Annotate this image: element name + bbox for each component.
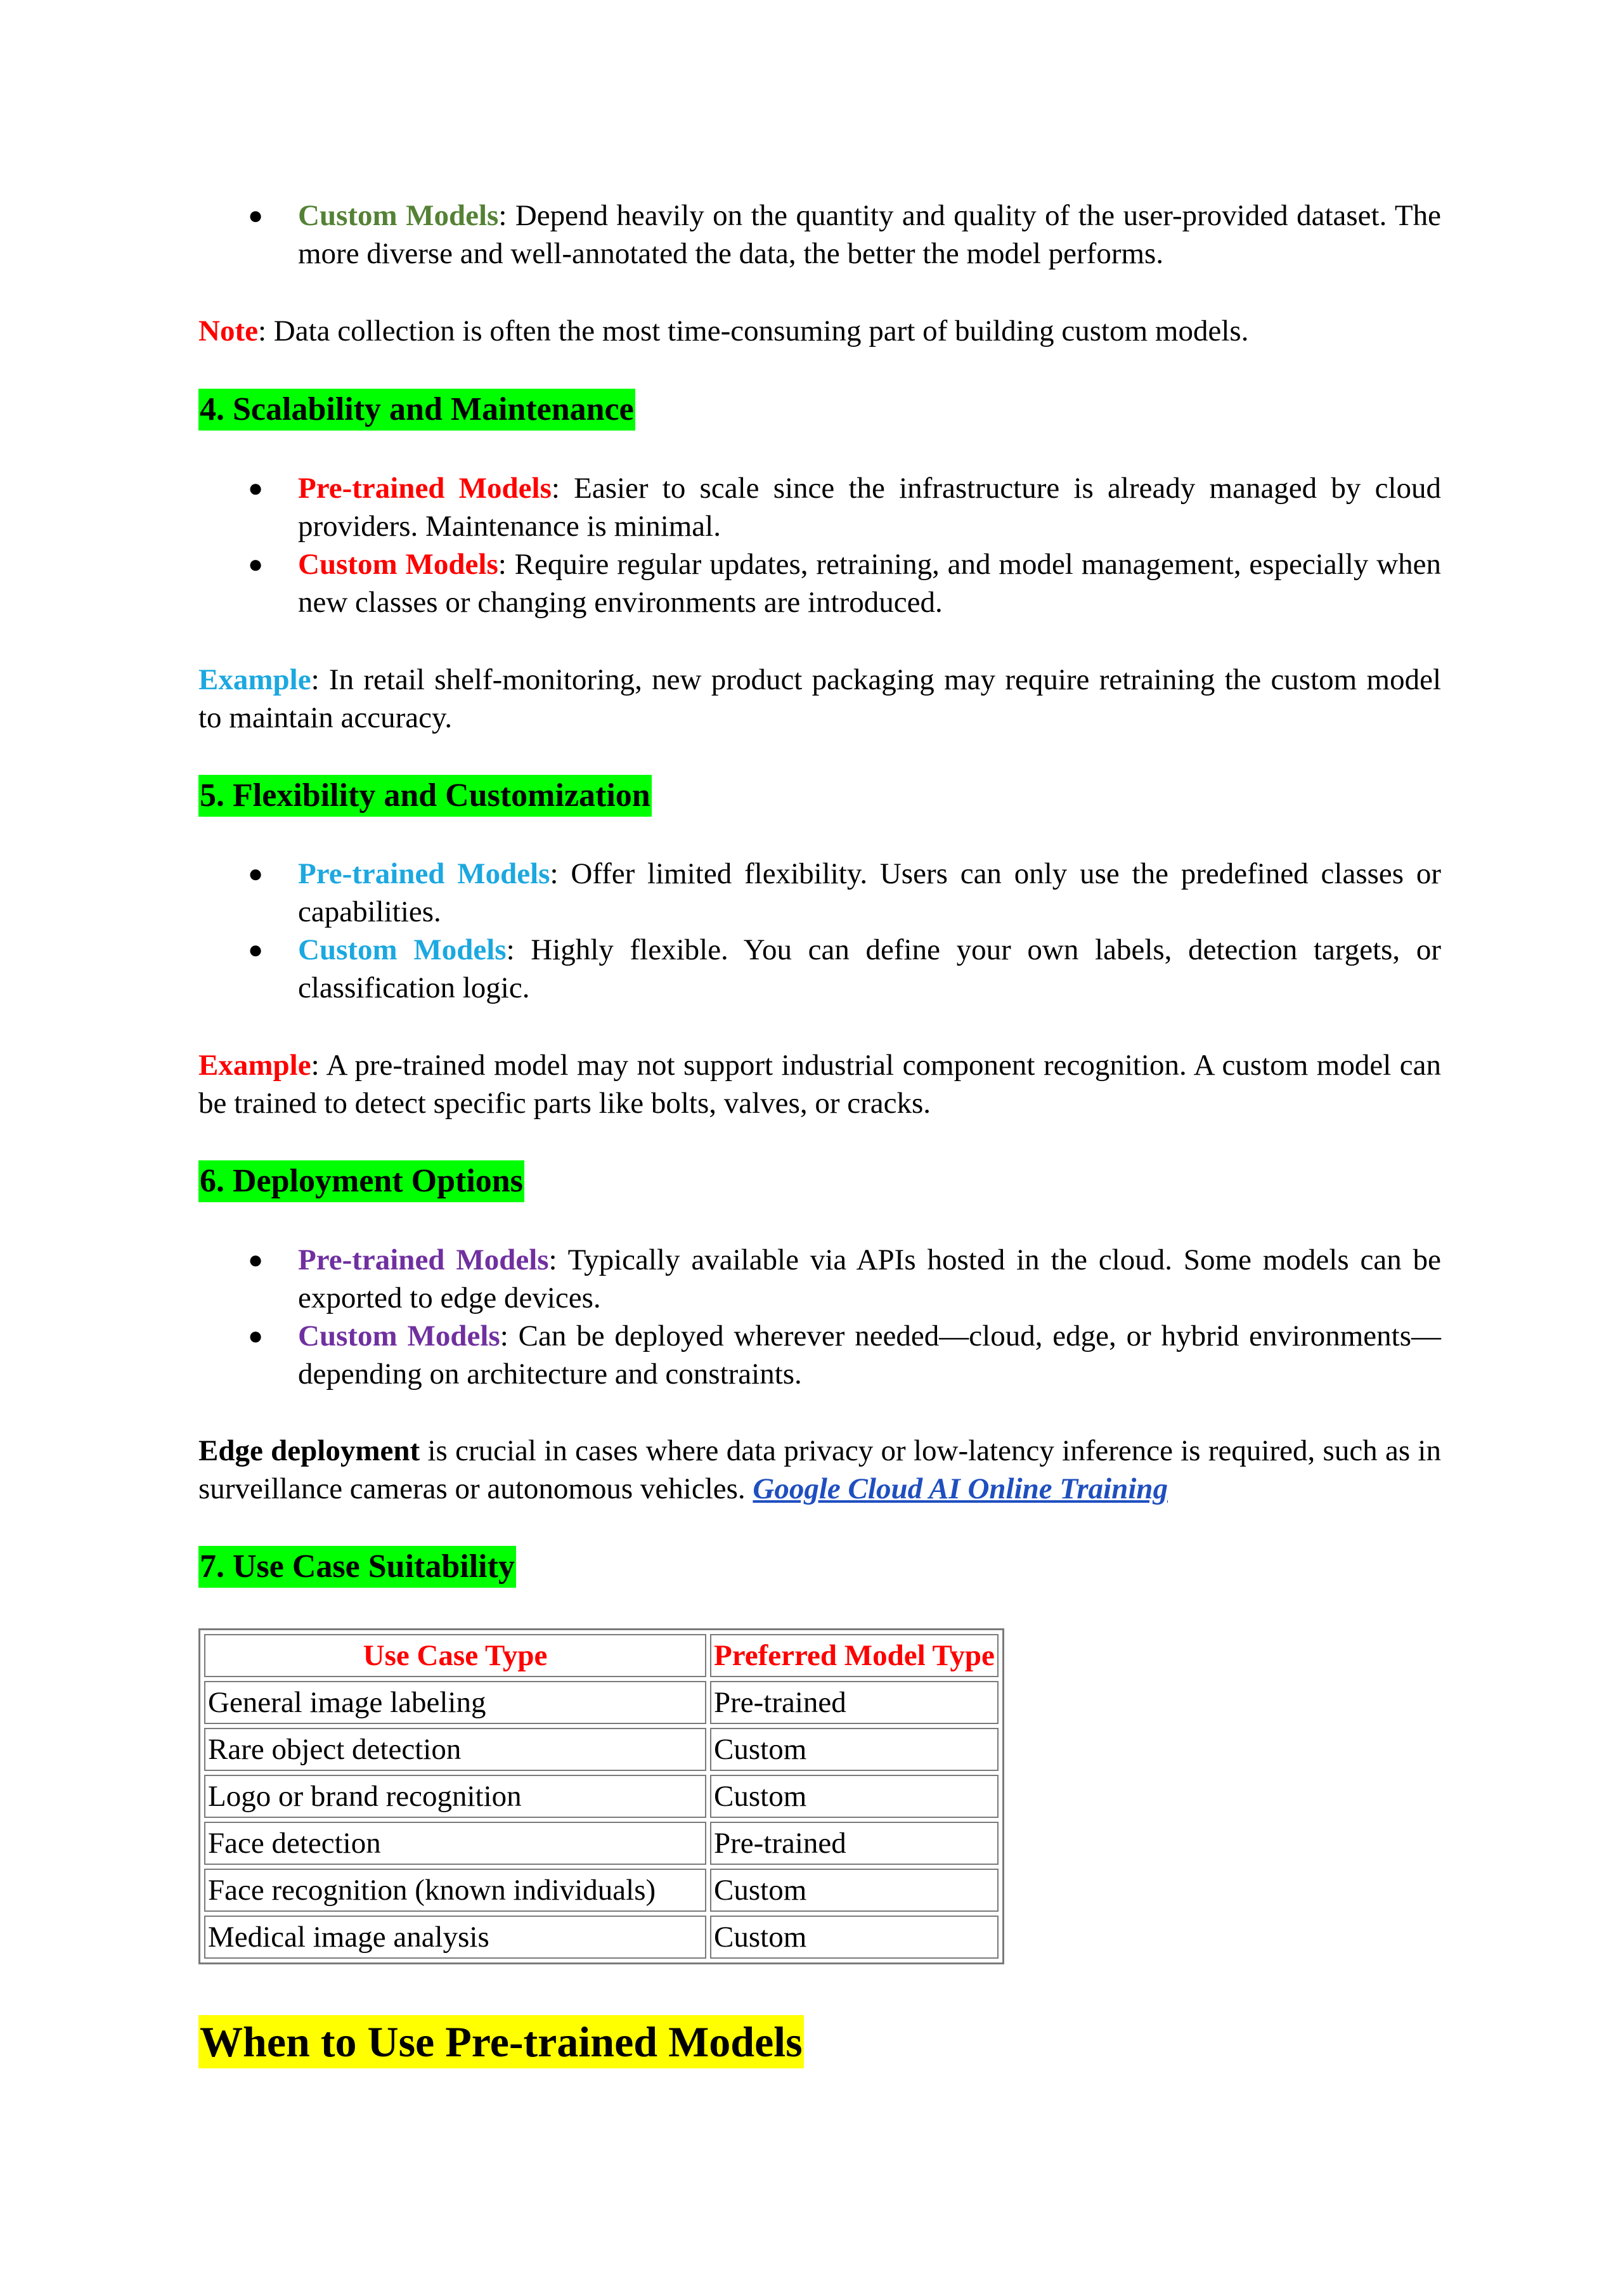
pre-trained-text: : Easier to scale since the infrastructure is already managed by cloud providers. Maintenance is minimal. bbox=[298, 472, 1442, 543]
table-cell: Logo or brand recognition bbox=[204, 1775, 706, 1818]
list-item bbox=[198, 197, 1441, 273]
table-cell: Medical image analysis bbox=[204, 1916, 706, 1959]
custom-models-term: Custom Models bbox=[298, 933, 507, 966]
column-header: Preferred Model Type bbox=[710, 1634, 999, 1677]
table-cell: Pre-trained bbox=[710, 1681, 999, 1724]
list-item bbox=[198, 855, 1441, 931]
section-7-heading bbox=[198, 1546, 516, 1588]
custom-models-text: : Depend heavily on the quantity and quality of the user-provided dataset. The more diverse and well-annotated the data, the better the model performs. bbox=[298, 199, 1442, 270]
table-cell: Custom bbox=[710, 1916, 999, 1959]
section-4-heading bbox=[198, 389, 635, 431]
table-row bbox=[204, 1728, 999, 1771]
table-cell: Pre-trained bbox=[710, 1822, 999, 1865]
bullet-icon: ● bbox=[248, 935, 264, 964]
use-case-table-wrapper bbox=[198, 1628, 1004, 1964]
list-item bbox=[198, 1241, 1441, 1317]
section-heading: 6. Deployment Options bbox=[198, 1160, 524, 1202]
table-row bbox=[204, 1775, 999, 1818]
table-cell: Custom bbox=[710, 1775, 999, 1818]
bullet-icon: ● bbox=[248, 859, 264, 888]
custom-models-text: : Require regular updates, retraining, and model management, especially when new classes or changing environments are introduced. bbox=[298, 548, 1441, 619]
pre-trained-term: Pre-trained Models bbox=[298, 857, 550, 890]
table-row bbox=[204, 1869, 999, 1912]
section-4-example bbox=[198, 661, 1441, 737]
final-heading bbox=[198, 2015, 804, 2068]
section-heading: 5. Flexibility and Customization bbox=[198, 775, 652, 817]
section-heading: 7. Use Case Suitability bbox=[198, 1546, 516, 1588]
pre-trained-text: : Offer limited flexibility. Users can only use the predefined classes or capabilities. bbox=[298, 857, 1442, 928]
bullet-icon: ● bbox=[248, 1245, 264, 1274]
bullet-icon: ● bbox=[248, 550, 264, 578]
section-5-example bbox=[198, 1046, 1441, 1122]
edge-deployment-paragraph bbox=[198, 1432, 1441, 1508]
example-label: Example bbox=[198, 663, 311, 696]
use-case-table bbox=[198, 1628, 1004, 1964]
table-cell: Custom bbox=[710, 1728, 999, 1771]
custom-models-term: Custom Models bbox=[298, 548, 498, 581]
section-heading: 4. Scalability and Maintenance bbox=[198, 389, 635, 431]
table-cell: Face recognition (known individuals) bbox=[204, 1869, 706, 1912]
example-text: : A pre-trained model may not support industrial component recognition. A custom model can be trained to detect specific parts like bolts, valves, or cracks. bbox=[198, 1049, 1441, 1120]
table-cell: Rare object detection bbox=[204, 1728, 706, 1771]
example-text: : In retail shelf-monitoring, new product packaging may require retraining the custom model to maintain accuracy. bbox=[198, 663, 1441, 734]
pre-trained-term: Pre-trained Models bbox=[298, 472, 552, 505]
list-item bbox=[198, 469, 1441, 545]
column-header: Use Case Type bbox=[204, 1634, 706, 1677]
edge-deployment-text: is crucial in cases where data privacy or low-latency inference is required, such as in surveillance cameras or autonomous vehicles. bbox=[198, 1434, 1441, 1505]
table-header-row bbox=[204, 1634, 999, 1677]
pre-trained-text: : Typically available via APIs hosted in the cloud. Some models can be exported to edge devices. bbox=[298, 1243, 1441, 1314]
section-heading: When to Use Pre-trained Models bbox=[198, 2015, 804, 2068]
table-row bbox=[204, 1916, 999, 1959]
table-row bbox=[204, 1822, 999, 1865]
section-5-bullet-list bbox=[198, 855, 1441, 1007]
custom-models-term: Custom Models bbox=[298, 199, 499, 232]
custom-models-term: Custom Models bbox=[298, 1320, 500, 1352]
list-item bbox=[198, 1317, 1441, 1393]
note-text: : Data collection is often the most time-consuming part of building custom models. bbox=[257, 315, 1249, 347]
custom-models-text: : Highly flexible. You can define your own labels, detection targets, or classification logic. bbox=[298, 933, 1442, 1004]
bullet-icon: ● bbox=[248, 1321, 264, 1350]
intro-bullet-list bbox=[198, 197, 1441, 273]
example-label: Example bbox=[198, 1049, 311, 1082]
bullet-icon: ● bbox=[248, 474, 264, 502]
section-5-heading bbox=[198, 775, 652, 817]
custom-models-text: : Can be deployed wherever needed—cloud, edge, or hybrid environments—depending on architecture and constraints. bbox=[298, 1320, 1441, 1391]
training-link[interactable]: Google Cloud AI Online Training bbox=[753, 1472, 1168, 1505]
section-4-bullet-list bbox=[198, 469, 1441, 621]
table-cell: Custom bbox=[710, 1869, 999, 1912]
pre-trained-term: Pre-trained Models bbox=[298, 1243, 549, 1276]
table-cell: Face detection bbox=[204, 1822, 706, 1865]
table-row bbox=[204, 1681, 999, 1724]
section-6-bullet-list bbox=[198, 1241, 1441, 1393]
note-paragraph bbox=[198, 312, 1441, 350]
section-6-heading bbox=[198, 1160, 524, 1202]
list-item bbox=[198, 545, 1441, 621]
bullet-icon: ● bbox=[248, 201, 264, 230]
table-cell: General image labeling bbox=[204, 1681, 706, 1724]
list-item bbox=[198, 931, 1441, 1007]
edge-deployment-label: Edge deployment bbox=[198, 1434, 420, 1467]
note-label: Note bbox=[198, 315, 258, 347]
